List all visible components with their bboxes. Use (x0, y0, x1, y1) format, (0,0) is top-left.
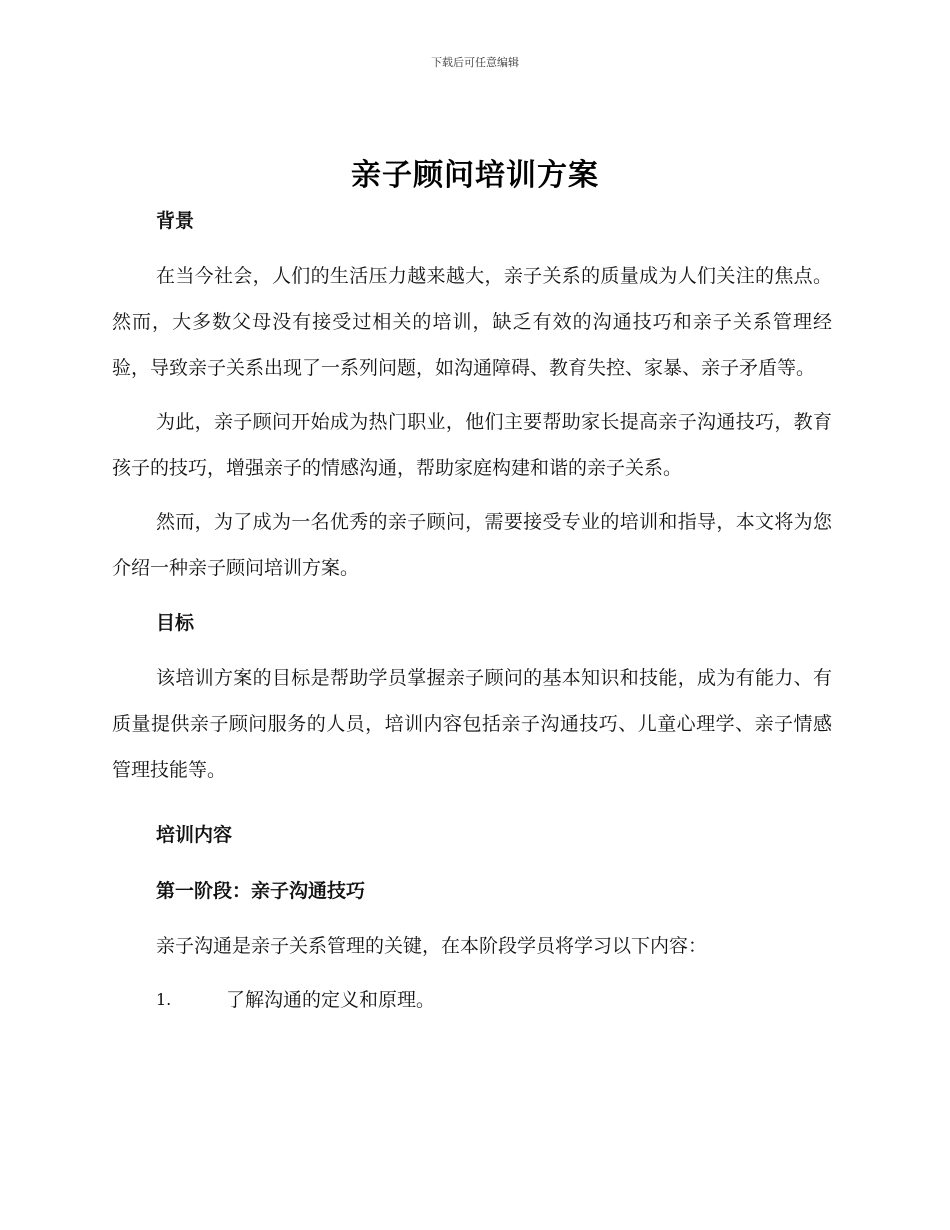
section-heading-content: 培训内容 (156, 824, 233, 846)
paragraph: 为此，亲子顾问开始成为热门职业，他们主要帮助家长提高亲子沟通技巧，教育孩子的技巧，增强亲子的情感沟通，帮助家庭构建和谐的亲子关系。 (112, 411, 832, 479)
paragraph: 亲子沟通是亲子关系管理的关键，在本阶段学员将学习以下内容： (156, 935, 708, 957)
list-item (156, 977, 832, 1023)
paragraph: 在当今社会，人们的生活压力越来越大，亲子关系的质量成为人们关注的焦点。然而，大多数父母没有接受过相关的培训，缺乏有效的沟通技巧和亲子关系管理经验，导致亲子关系出现了一系列问题，如沟通障碍、教育失控、家暴、亲子矛盾等。 (112, 265, 832, 379)
subsection-heading-stage1: 第一阶段：亲子沟通技巧 (156, 880, 366, 902)
paragraph: 然而，为了成为一名优秀的亲子顾问，需要接受专业的培训和指导，本文将为您介绍一种亲子顾问培训方案。 (112, 511, 832, 579)
paragraph: 该培训方案的目标是帮助学员掌握亲子顾问的基本知识和技能，成为有能力、有质量提供亲子顾问服务的人员，培训内容包括亲子沟通技巧、儿童心理学、亲子情感管理技能等。 (112, 667, 832, 781)
section-heading-background: 背景 (156, 210, 195, 232)
list-item-text: 了解沟通的定义和原理。 (226, 989, 436, 1011)
header-note: 下载后可任意编辑 (431, 56, 519, 69)
section-heading-goal: 目标 (156, 612, 195, 634)
document-title: 亲子顾问培训方案 (351, 158, 599, 193)
document-body (112, 203, 832, 1023)
list-item-number: 1. (156, 990, 172, 1009)
